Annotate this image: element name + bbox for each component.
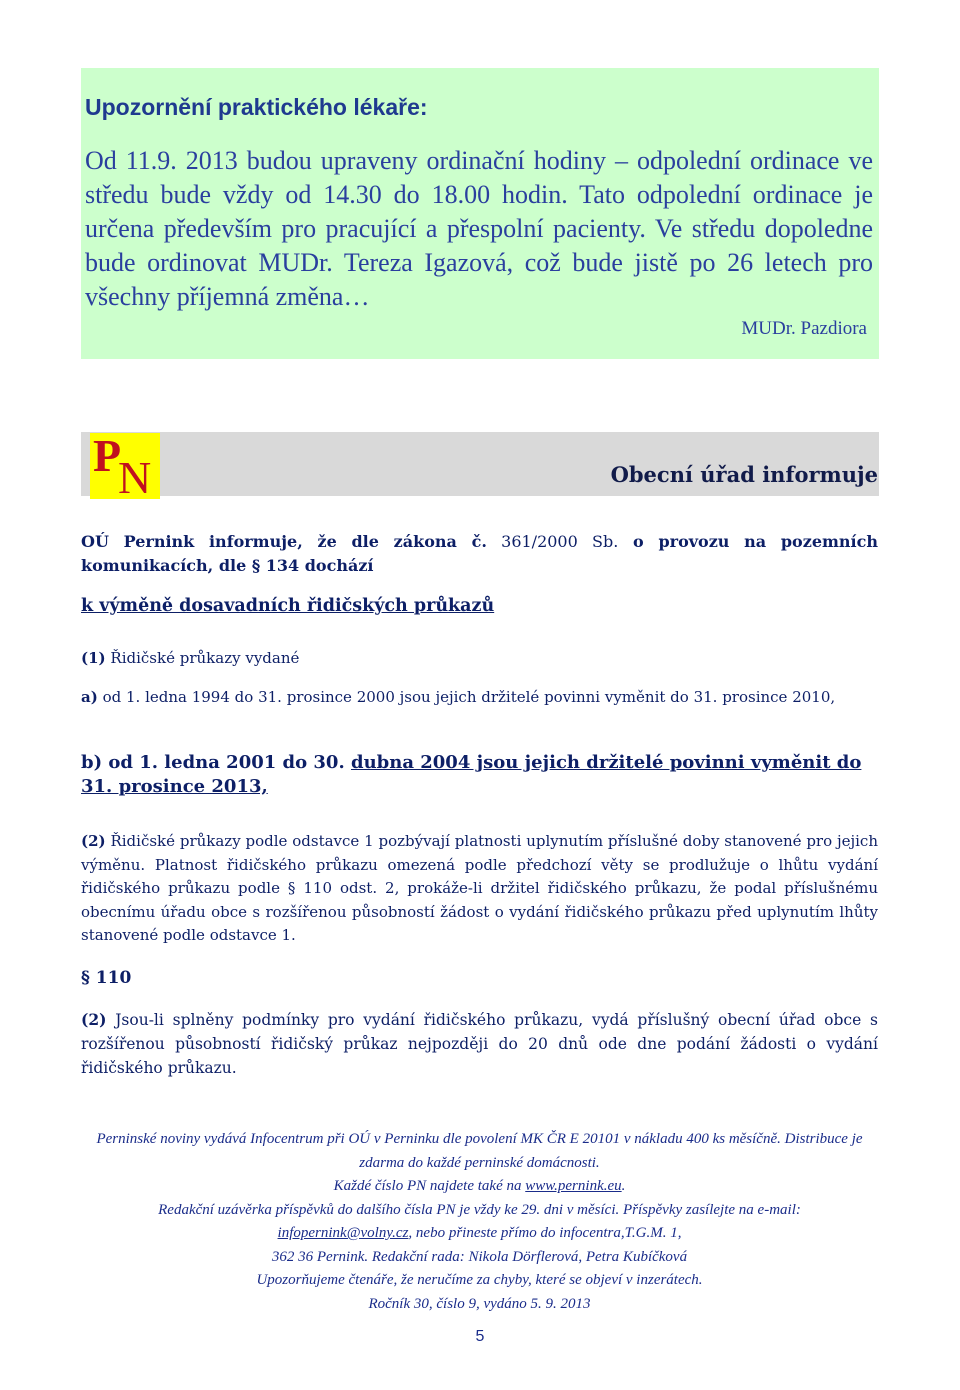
doctor-notice-box [81, 68, 879, 359]
paragraph-3 [81, 1008, 878, 1080]
footer-line-2 [81, 1175, 878, 1199]
footer-line-2-pre: Každé číslo PN najdete také na [333, 1178, 526, 1194]
email-link[interactable]: infopernink@volny.cz [277, 1225, 409, 1241]
item-a-label: a) [81, 688, 98, 706]
footer-line-2-post: . [621, 1178, 626, 1194]
footer-line-6: Upozorňujeme čtenáře, že neručíme za chyby, které se objeví v inzerátech. [256, 1272, 703, 1288]
footer-line-4 [81, 1222, 878, 1246]
intro-bold: OÚ Pernink informuje, že dle zákona č. [81, 532, 487, 551]
item-b-part1: b) od 1. ledna 2001 do 30. [81, 752, 351, 773]
paragraph-1 [81, 647, 878, 669]
item-a [81, 686, 878, 708]
section-title: Obecní úřad informuje [610, 462, 878, 487]
paragraph-1-text: Řidičské průkazy vydané [105, 649, 300, 667]
intro-rest: o provozu na pozemních komunikacích, dle § 134 dochází [81, 532, 879, 575]
footer-line-4-post: , nebo přineste přímo do infocentra,T.G.M. 1, [408, 1225, 682, 1241]
page-number: 5 [475, 1328, 485, 1345]
item-b [81, 751, 878, 799]
item-b-part2: dubna 2004 jsou jejich držitelé povinni vyměnit do 31. prosince 2013, [81, 752, 862, 797]
footer-line-7: Ročník 30, číslo 9, vydáno 5. 9. 2013 [368, 1295, 591, 1312]
website-link[interactable]: www.pernink.eu [525, 1178, 622, 1194]
notice-body: Od 11.9. 2013 budou upraveny ordinační hodiny – odpolední ordinace ve středu bude vždy od 14.30 do 18.00 hodin. Tato odpolední ordinace je určena především pro pracující a přespolní pacienty. Ve středu dopoledne bude ordinovat MUDr. Tereza Igazová, což bude jistě po 26 letech pro všechny příjemná změna… [85, 146, 873, 311]
footer-line-5: 362 36 Pernink. Redakční rada: Nikola Dörflerová, Petra Kubíčková [271, 1248, 688, 1265]
item-a-text: od 1. ledna 1994 do 31. prosince 2000 jsou jejich držitelé povinni vyměnit do 31. prosince 2010, [97, 688, 836, 706]
logo-letter-n: N [118, 452, 152, 503]
logo-letter-p: P [93, 430, 122, 481]
footer-line-1: Perninské noviny vydává Infocentrum při OÚ v Perninku dle povolení MK ČR E 20101 v nákladu 400 ks měsíčně. Distribuce je zdarma do každé perninské domácnosti. [96, 1131, 863, 1171]
article-intro [81, 530, 878, 578]
notice-signature: MUDr. Pazdiora [741, 318, 867, 339]
notice-title: Upozornění praktického lékaře: [85, 94, 428, 120]
section-110-heading: § 110 [81, 968, 132, 988]
paragraph-3-number: (2) [81, 1010, 107, 1029]
pernink-logo [90, 430, 160, 503]
footer-line-3: Redakční uzávěrka příspěvků do dalšího čísla PN je vždy ke 29. dni v měsíci. Příspěvky zasílejte na e-mail: [158, 1201, 801, 1218]
intro-law-number: 361/2000 Sb. [486, 532, 619, 551]
paragraph-3-text: Jsou-li splněny podmínky pro vydání řidičského průkazu, vydá příslušný obecní úřad obce s rozšířenou působností řidičský průkaz nejpozději do 20 dnů ode dne podání žádosti o vydání řidičského průkazu. [81, 1011, 878, 1077]
paragraph-2-number: (2) [81, 832, 106, 850]
paragraph-1-number: (1) [81, 649, 106, 667]
article-subheading: k výměně dosavadních řidičských průkazů [81, 596, 495, 616]
paragraph-2-text: Řidičské průkazy podle odstavce 1 pozbývají platnosti uplynutím příslušné doby stanovené pro jejich výměnu. Platnost řidičského průkazu omezená podle předchozí věty se prodlužuje o lhůtu vydání řidičského průkazu podle § 110 odst. 2, prokáže-li držitel řidičského průkazu, že podal příslušnému obecnímu úřadu obce s rozšířenou působností žádost o vydání řidičského průkazu před uplynutím lhůty stanovené podle odstavce 1. [81, 832, 878, 944]
publisher-footer [81, 1128, 878, 1316]
paragraph-2 [81, 830, 878, 948]
